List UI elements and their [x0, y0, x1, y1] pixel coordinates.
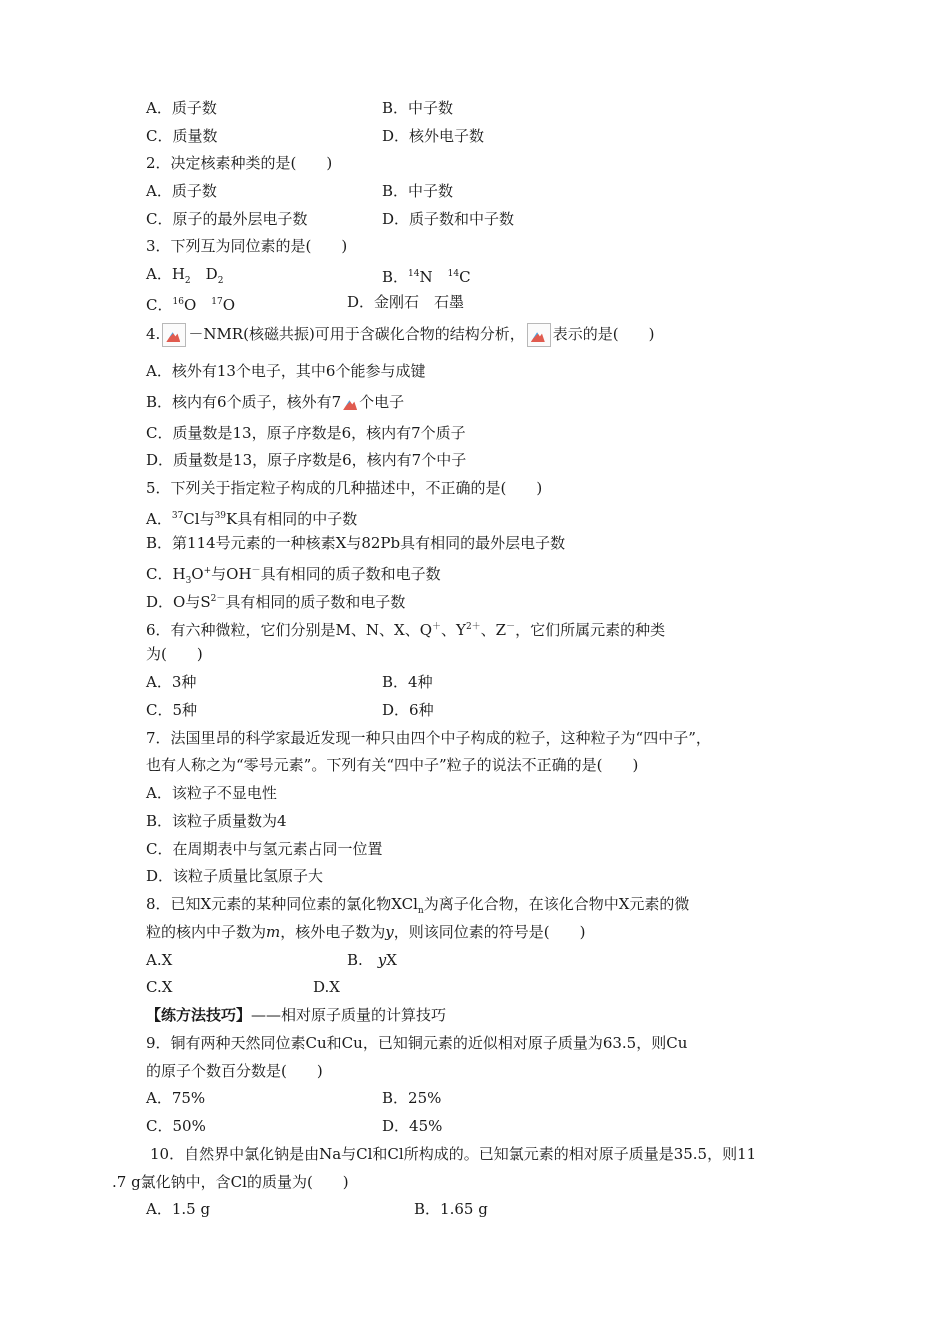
- q6-option-d: D．6种: [382, 701, 434, 719]
- q2-option-b: B．中子数: [382, 182, 454, 200]
- q3-option-b: B．$^{14}$N $^{14}$C: [382, 268, 471, 286]
- q10-stem-line1: 10．自然界中氯化钠是由Na与Cl和Cl所构成的。已知氯元素的相对原子质量是35.5，则11: [150, 1145, 757, 1163]
- missing-image-icon: [527, 323, 551, 347]
- section-heading: 【练方法技巧】——相对原子质量的计算技巧: [146, 1006, 447, 1024]
- q10-option-a: A．1.5 g: [146, 1200, 211, 1218]
- q5-option-c: C．$H_3O^+$与OH－具有相同的质子数和电子数: [146, 565, 441, 586]
- q9-option-c: C．50%: [146, 1117, 206, 1135]
- missing-image-icon: [343, 395, 357, 411]
- q8-option-c: C.X: [146, 978, 173, 996]
- q1-option-a: A．质子数: [146, 99, 217, 117]
- q2-option-a: A．质子数: [146, 182, 217, 200]
- q3-stem: 3．下列互为同位素的是( ): [146, 237, 348, 255]
- q4-option-c: C．质量数是13，原子序数是6，核内有7个质子: [146, 424, 466, 442]
- q1-option-b: B．中子数: [382, 99, 454, 117]
- q3-option-a: A．$H_2$ $D_2$: [146, 265, 224, 286]
- q7-option-b: B．该粒子质量数为4: [146, 812, 287, 830]
- q5-option-b: B．第114号元素的一种核素X与82Pb具有相同的最外层电子数: [146, 534, 566, 552]
- q4-option-b: B．核内有6个质子，核外有7 个电子: [146, 393, 405, 411]
- q8-option-b: B. yX: [347, 951, 397, 969]
- q2-option-d: D．质子数和中子数: [382, 210, 515, 228]
- q6-stem-line1: 6．有六种微粒，它们分别是M、N、X、Q＋、$Y^{2+}$、Z－，它们所属元素的种类: [146, 621, 666, 639]
- q8-stem-line1: 8．已知X元素的某种同位素的氯化物XCl$_n$为离子化合物，在该化合物中X元素的微: [146, 895, 690, 916]
- q9-option-d: D．45%: [382, 1117, 443, 1135]
- q9-option-b: B．25%: [382, 1089, 442, 1107]
- q4-option-d: D．质量数是13，原子序数是6，核内有7个中子: [146, 451, 467, 469]
- q5-stem: 5．下列关于指定粒子构成的几种描述中，不正确的是( ): [146, 479, 543, 497]
- q6-option-b: B．4种: [382, 673, 433, 691]
- q7-option-d: D．该粒子质量比氢原子大: [146, 867, 324, 885]
- q9-stem-line1: 9．铜有两种天然同位素Cu和Cu，已知铜元素的近似相对原子质量为63.5，则Cu: [146, 1034, 688, 1052]
- q1-option-d: D．核外电子数: [382, 127, 485, 145]
- q5-option-a: A．$^{37}$Cl与$^{39}$K具有相同的中子数: [146, 510, 358, 528]
- q4-stem: 4. －NMR(核磁共振)可用于含碳化合物的结构分析， 表示的是( ): [146, 322, 655, 346]
- q8-option-d: D.X: [313, 978, 340, 996]
- q7-option-a: A．该粒子不显电性: [146, 784, 277, 802]
- q7-stem-line2: 也有人称之为“零号元素”。下列有关“四中子”粒子的说法不正确的是( ): [146, 756, 639, 774]
- q1-option-c: C．质量数: [146, 127, 218, 145]
- q8-option-a: A.X: [146, 951, 173, 969]
- q8-stem-line2: 粒的核内中子数为m，核外电子数为y，则该同位素的符号是( ): [146, 923, 586, 941]
- q9-stem-line2: 的原子个数百分数是( ): [146, 1062, 323, 1080]
- q4-option-a: A．核外有13个电子，其中6个能参与成键: [146, 362, 426, 380]
- q6-option-a: A．3种: [146, 673, 197, 691]
- q7-stem-line1: 7．法国里昂的科学家最近发现一种只由四个中子构成的粒子，这种粒子为“四中子”，: [146, 729, 711, 747]
- missing-image-icon: [162, 323, 186, 347]
- q7-option-c: C．在周期表中与氢元素占同一位置: [146, 840, 383, 858]
- q9-option-a: A．75%: [146, 1089, 206, 1107]
- q2-option-c: C．原子的最外层电子数: [146, 210, 308, 228]
- q6-option-c: C．5种: [146, 701, 198, 719]
- q6-stem-line2: 为( ): [146, 645, 203, 663]
- q3-option-d: D．金刚石 石墨: [347, 293, 465, 311]
- q3-option-c: C．$^{16}$O $^{17}$O: [146, 296, 236, 314]
- q2-stem: 2．决定核素种类的是( ): [146, 154, 333, 172]
- q10-stem-line2: .7 g氯化钠中，含Cl的质量为( ): [112, 1173, 349, 1191]
- q10-option-b: B．1.65 g: [414, 1200, 488, 1218]
- q5-option-d: D．O与$S^{2-}$具有相同的质子数和电子数: [146, 593, 406, 611]
